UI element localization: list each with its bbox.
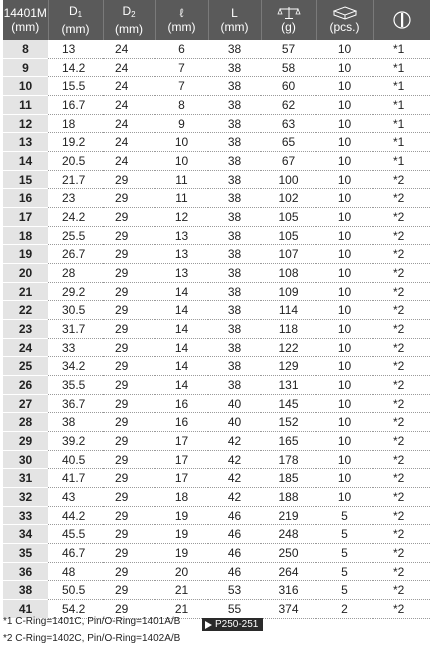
weight-cell: 60 [261,77,316,96]
pcs-cell: 10 [316,58,373,77]
d2-cell: 29 [103,245,155,264]
d2-cell: 29 [103,506,155,525]
d2-cell: 24 [103,152,155,171]
d1-cell: 16.7 [48,96,103,115]
pcs-cell: 10 [316,413,373,432]
d1-cell: 38 [48,413,103,432]
weight-cell: 122 [261,338,316,357]
l-small-cell: 14 [155,282,208,301]
l-big-cell: 46 [208,562,261,581]
spec-table [3,0,430,619]
pcs-cell: 10 [316,394,373,413]
table-row [3,544,430,563]
table-row [3,77,430,96]
d1-cell: 46.7 [48,544,103,563]
note-cell: *2 [373,170,430,189]
d1-cell: 21.7 [48,170,103,189]
l-small-cell: 19 [155,506,208,525]
weight-cell: 67 [261,152,316,171]
note-cell: *2 [373,189,430,208]
size-cell: 21 [3,282,48,301]
note-cell: *1 [373,40,430,58]
table-header-row [3,0,430,40]
size-cell: 16 [3,189,48,208]
size-cell: 19 [3,245,48,264]
d1-cell: 28 [48,264,103,283]
table-row [3,562,430,581]
pcs-cell: 5 [316,562,373,581]
d2-cell: 29 [103,413,155,432]
d1-cell: 48 [48,562,103,581]
size-cell: 34 [3,525,48,544]
size-cell: 15 [3,170,48,189]
weight-cell: 250 [261,544,316,563]
d2-cell: 29 [103,376,155,395]
size-cell: 14 [3,152,48,171]
table-row [3,245,430,264]
note-cell: *2 [373,301,430,320]
l-big-cell: 38 [208,282,261,301]
pcs-cell: 10 [316,488,373,507]
page-reference [202,618,263,631]
header-ring-pin [373,0,430,40]
size-cell: 28 [3,413,48,432]
weight-cell: 102 [261,189,316,208]
l-big-cell: 42 [208,469,261,488]
header-pcs: (pcs.) [316,0,373,40]
l-big-cell: 38 [208,58,261,77]
pcs-cell: 10 [316,189,373,208]
weight-cell: 100 [261,170,316,189]
weight-cell: 105 [261,226,316,245]
d1-cell: 31.7 [48,320,103,339]
table-row [3,506,430,525]
l-big-cell: 38 [208,77,261,96]
table-row [3,208,430,227]
header-d1: $D_1$ (mm) [48,0,103,40]
size-cell: 11 [3,96,48,115]
d1-cell: 29.2 [48,282,103,301]
size-cell: 41 [3,600,48,619]
l-big-cell: 40 [208,394,261,413]
d1-cell: 15.5 [48,77,103,96]
ring-pin-icon [374,10,431,30]
l-small-cell: 19 [155,544,208,563]
size-cell: 38 [3,581,48,600]
note-cell: *2 [373,376,430,395]
pcs-cell: 10 [316,77,373,96]
d1-cell: 13 [48,40,103,58]
d2-cell: 29 [103,581,155,600]
l-big-cell: 38 [208,245,261,264]
d2-cell: 29 [103,544,155,563]
d2-cell: 29 [103,282,155,301]
l-big-cell: 53 [208,581,261,600]
note-cell: *1 [373,133,430,152]
d1-cell: 20.5 [48,152,103,171]
weight-cell: 129 [261,357,316,376]
pcs-cell: 10 [316,133,373,152]
d2-cell: 29 [103,189,155,208]
note-cell: *2 [373,581,430,600]
l-small-cell: 16 [155,413,208,432]
pcs-cell: 10 [316,450,373,469]
note-cell: *2 [373,506,430,525]
table-row [3,40,430,58]
l-small-cell: 18 [155,488,208,507]
weight-cell: 188 [261,488,316,507]
table-row [3,264,430,283]
d1-cell: 14.2 [48,58,103,77]
d1-cell: 41.7 [48,469,103,488]
header-d2: $D_2$ (mm) [103,0,155,40]
l-big-cell: 42 [208,488,261,507]
size-cell: 27 [3,394,48,413]
d2-cell: 29 [103,562,155,581]
note-cell: *2 [373,208,430,227]
header-weight: (g) [261,0,316,40]
footnote-1: *1 C-Ring=1401C, Pin/O-Ring=1401A/B [3,616,181,627]
weight-cell: 65 [261,133,316,152]
weight-cell: 108 [261,264,316,283]
d2-cell: 29 [103,357,155,376]
l-big-cell: 38 [208,338,261,357]
size-cell: 32 [3,488,48,507]
d2-cell: 29 [103,469,155,488]
d2-cell: 29 [103,600,155,619]
note-cell: *2 [373,450,430,469]
l-big-cell: 38 [208,114,261,133]
d1-cell: 26.7 [48,245,103,264]
d2-cell: 24 [103,58,155,77]
pcs-cell: 5 [316,544,373,563]
note-cell: *1 [373,96,430,115]
note-cell: *2 [373,245,430,264]
l-small-cell: 13 [155,264,208,283]
d2-cell: 24 [103,96,155,115]
size-cell: 23 [3,320,48,339]
note-cell: *1 [373,77,430,96]
l-small-cell: 12 [155,208,208,227]
l-small-cell: 7 [155,58,208,77]
l-small-cell: 21 [155,600,208,619]
l-big-cell: 38 [208,376,261,395]
note-cell: *2 [373,264,430,283]
table-row [3,226,430,245]
table-row [3,488,430,507]
size-cell: 36 [3,562,48,581]
header-l-big: L (mm) [208,0,261,40]
pcs-cell: 10 [316,208,373,227]
note-cell: *2 [373,226,430,245]
d2-cell: 29 [103,488,155,507]
weight-cell: 109 [261,282,316,301]
weight-cell: 185 [261,469,316,488]
pcs-cell: 2 [316,600,373,619]
header-model: 14401M (mm) [3,0,48,40]
table-row [3,114,430,133]
d2-cell: 29 [103,320,155,339]
l-small-cell: 10 [155,133,208,152]
size-cell: 29 [3,432,48,451]
pcs-cell: 10 [316,245,373,264]
l-small-cell: 10 [155,152,208,171]
size-cell: 9 [3,58,48,77]
l-big-cell: 46 [208,525,261,544]
weight-cell: 107 [261,245,316,264]
l-small-cell: 6 [155,40,208,58]
weight-cell: 145 [261,394,316,413]
l-big-cell: 38 [208,320,261,339]
d2-cell: 29 [103,450,155,469]
d2-cell: 29 [103,394,155,413]
pcs-cell: 10 [316,226,373,245]
l-big-cell: 38 [208,226,261,245]
pcs-cell: 10 [316,170,373,189]
size-cell: 33 [3,506,48,525]
size-cell: 13 [3,133,48,152]
d2-cell: 29 [103,301,155,320]
table-body [3,40,430,618]
l-big-cell: 40 [208,413,261,432]
d2-cell: 29 [103,525,155,544]
weight-cell: 114 [261,301,316,320]
pcs-cell: 10 [316,152,373,171]
l-small-cell: 14 [155,357,208,376]
size-cell: 24 [3,338,48,357]
size-cell: 8 [3,40,48,58]
table-row [3,394,430,413]
l-small-cell: 21 [155,581,208,600]
weight-cell: 118 [261,320,316,339]
d1-cell: 25.5 [48,226,103,245]
pcs-cell: 10 [316,357,373,376]
d1-cell: 36.7 [48,394,103,413]
footnotes [3,613,180,647]
note-cell: *2 [373,282,430,301]
weight-cell: 131 [261,376,316,395]
d2-cell: 24 [103,114,155,133]
d1-cell: 44.2 [48,506,103,525]
note-cell: *2 [373,544,430,563]
note-cell: *2 [373,320,430,339]
table-row [3,96,430,115]
scale-icon [262,6,316,20]
d1-cell: 40.5 [48,450,103,469]
d1-cell: 54.2 [48,600,103,619]
note-cell: *2 [373,338,430,357]
l-small-cell: 9 [155,114,208,133]
note-cell: *1 [373,114,430,133]
d1-cell: 43 [48,488,103,507]
note-cell: *2 [373,432,430,451]
size-cell: 18 [3,226,48,245]
l-big-cell: 55 [208,600,261,619]
l-small-cell: 20 [155,562,208,581]
l-small-cell: 17 [155,432,208,451]
table-row [3,320,430,339]
l-small-cell: 14 [155,301,208,320]
size-cell: 30 [3,450,48,469]
note-cell: *2 [373,357,430,376]
l-small-cell: 14 [155,376,208,395]
note-cell: *2 [373,469,430,488]
l-small-cell: 17 [155,450,208,469]
note-cell: *2 [373,413,430,432]
d2-cell: 29 [103,208,155,227]
l-big-cell: 42 [208,450,261,469]
note-cell: *2 [373,488,430,507]
weight-cell: 105 [261,208,316,227]
l-big-cell: 38 [208,152,261,171]
table-row [3,170,430,189]
weight-cell: 219 [261,506,316,525]
table-row [3,189,430,208]
l-small-cell: 14 [155,320,208,339]
table-row [3,525,430,544]
pcs-cell: 5 [316,525,373,544]
table-row [3,58,430,77]
table-row [3,133,430,152]
table-row [3,357,430,376]
pcs-cell: 10 [316,40,373,58]
l-big-cell: 38 [208,40,261,58]
d1-cell: 18 [48,114,103,133]
weight-cell: 264 [261,562,316,581]
d2-cell: 29 [103,432,155,451]
pcs-cell: 10 [316,301,373,320]
pcs-cell: 10 [316,264,373,283]
header-l-small: ℓ (mm) [155,0,208,40]
d2-cell: 29 [103,226,155,245]
size-cell: 22 [3,301,48,320]
l-small-cell: 7 [155,77,208,96]
pcs-cell: 10 [316,469,373,488]
d2-cell: 29 [103,170,155,189]
d1-cell: 30.5 [48,301,103,320]
note-cell: *1 [373,152,430,171]
footnote-2: *2 C-Ring=1402C, Pin/O-Ring=1402A/B [3,633,181,644]
d1-cell: 39.2 [48,432,103,451]
arrow-right-icon [205,621,212,629]
weight-cell: 165 [261,432,316,451]
size-cell: 10 [3,77,48,96]
page-reference-label: P250-251 [215,619,259,630]
table-row [3,338,430,357]
size-cell: 20 [3,264,48,283]
l-big-cell: 46 [208,544,261,563]
weight-cell: 63 [261,114,316,133]
d1-cell: 45.5 [48,525,103,544]
l-small-cell: 11 [155,189,208,208]
note-cell: *2 [373,562,430,581]
note-cell: *2 [373,525,430,544]
table-row [3,469,430,488]
weight-cell: 58 [261,58,316,77]
l-small-cell: 14 [155,338,208,357]
weight-cell: 248 [261,525,316,544]
size-cell: 25 [3,357,48,376]
pcs-cell: 10 [316,376,373,395]
d1-cell: 24.2 [48,208,103,227]
weight-cell: 178 [261,450,316,469]
d2-cell: 29 [103,264,155,283]
d2-cell: 24 [103,40,155,58]
d1-cell: 50.5 [48,581,103,600]
table-row [3,301,430,320]
l-big-cell: 38 [208,170,261,189]
d1-cell: 33 [48,338,103,357]
weight-cell: 152 [261,413,316,432]
table-row [3,413,430,432]
table-row [3,581,430,600]
table-row [3,432,430,451]
pcs-cell: 10 [316,96,373,115]
table-row [3,152,430,171]
l-small-cell: 13 [155,245,208,264]
l-big-cell: 38 [208,301,261,320]
l-big-cell: 42 [208,432,261,451]
weight-cell: 57 [261,40,316,58]
pcs-cell: 5 [316,506,373,525]
table-row [3,450,430,469]
l-small-cell: 19 [155,525,208,544]
table-row [3,282,430,301]
l-big-cell: 38 [208,133,261,152]
pcs-cell: 10 [316,320,373,339]
size-cell: 31 [3,469,48,488]
note-cell: *2 [373,394,430,413]
l-small-cell: 13 [155,226,208,245]
table-row [3,376,430,395]
size-cell: 12 [3,114,48,133]
d1-cell: 19.2 [48,133,103,152]
l-big-cell: 38 [208,357,261,376]
l-big-cell: 38 [208,264,261,283]
size-cell: 17 [3,208,48,227]
package-icon [317,6,373,20]
l-small-cell: 16 [155,394,208,413]
pcs-cell: 10 [316,432,373,451]
note-cell: *1 [373,58,430,77]
pcs-cell: 10 [316,114,373,133]
l-big-cell: 38 [208,189,261,208]
l-big-cell: 46 [208,506,261,525]
size-cell: 26 [3,376,48,395]
d2-cell: 24 [103,77,155,96]
size-cell: 35 [3,544,48,563]
l-small-cell: 17 [155,469,208,488]
pcs-cell: 10 [316,282,373,301]
pcs-cell: 5 [316,581,373,600]
weight-cell: 316 [261,581,316,600]
note-cell: *2 [373,600,430,619]
l-small-cell: 8 [155,96,208,115]
l-big-cell: 38 [208,96,261,115]
d2-cell: 24 [103,133,155,152]
d1-cell: 23 [48,189,103,208]
weight-cell: 62 [261,96,316,115]
d1-cell: 34.2 [48,357,103,376]
l-big-cell: 38 [208,208,261,227]
d1-cell: 35.5 [48,376,103,395]
l-small-cell: 11 [155,170,208,189]
d2-cell: 29 [103,338,155,357]
pcs-cell: 10 [316,338,373,357]
weight-cell: 374 [261,600,316,619]
